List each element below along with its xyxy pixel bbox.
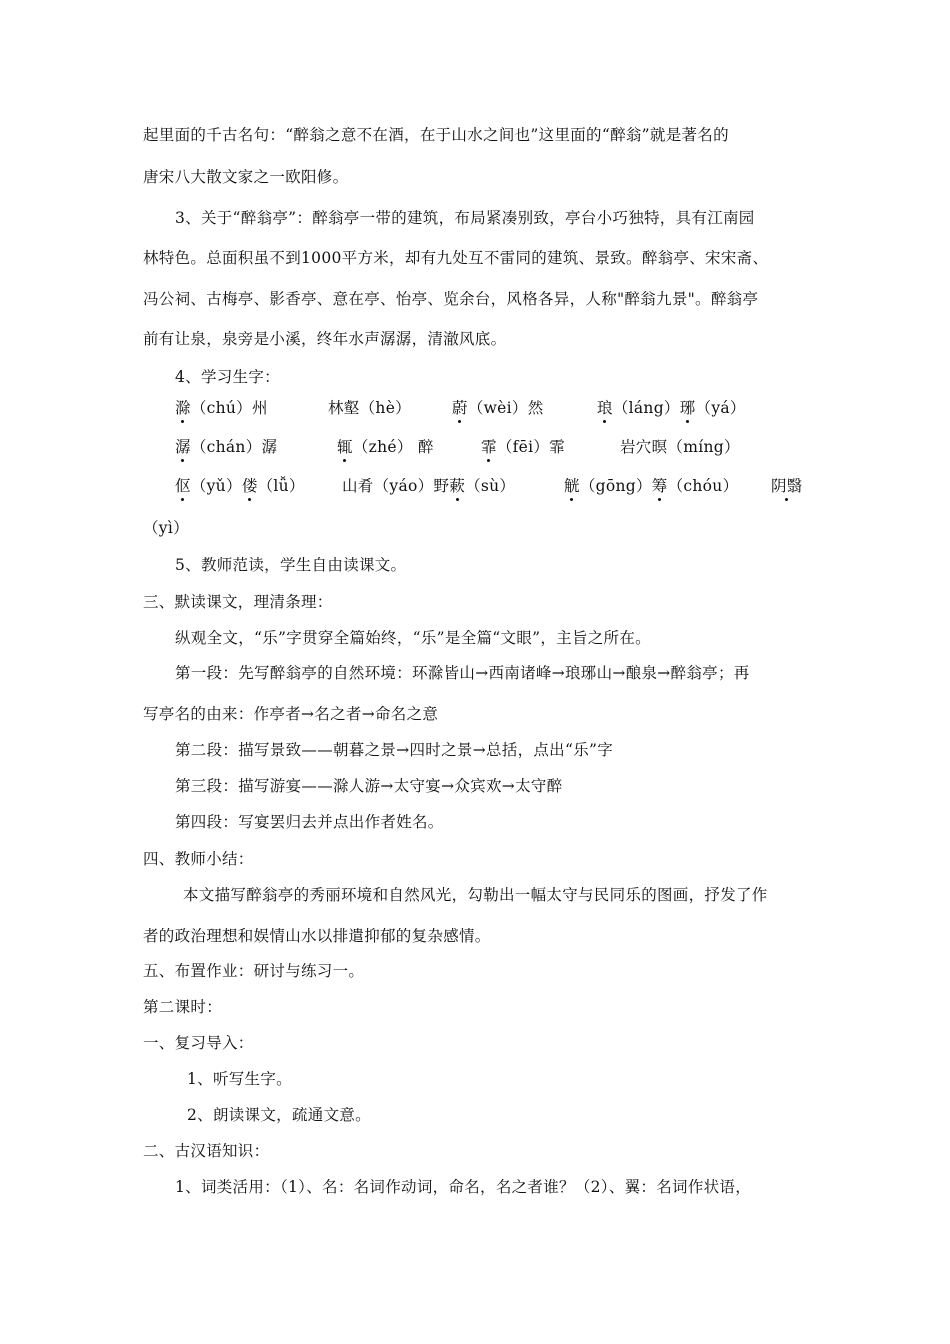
vocab-pinyin: （yǔ） [190, 477, 242, 495]
paragraph-line: 第一段：先写醉翁亭的自然环境：环滁皆山→西南诸峰→琅琊山→酿泉→醉翁亭；再 [175, 664, 750, 682]
vocab-char: 偻 [241, 477, 258, 495]
vocab-item [342, 476, 515, 496]
vocab-pinyin: （fēi）霏 [496, 438, 565, 456]
vocab-char [328, 399, 360, 417]
vocab-char: 阴翳 [771, 477, 803, 495]
paragraph-line: 第三段：描写游宴——滁人游→太守宴→众宾欢→太守醉 [175, 777, 563, 795]
paragraph-line: 冯公祠、古梅亭、影香亭、意在亭、怡亭、览余台，风格各异，人称"醉翁九景"。醉翁亭 [143, 290, 759, 308]
paragraph-line: 前有让泉，泉旁是小溪，终年水声潺潺，清澈风底。 [143, 330, 507, 348]
vocab-char: 琅 [597, 399, 613, 417]
section-heading: 一、复习导入： [143, 1034, 254, 1052]
vocab-item [481, 437, 565, 457]
paragraph-line: 者的政治理想和娱情山水以排遣抑郁的复杂感情。 [143, 927, 491, 945]
paragraph-line: 1、词类活用：（1）、名：名词作动词，命名，名之者谁？（2）、翼：名词作状语， [175, 1178, 752, 1196]
vocab-item [564, 476, 738, 496]
vocab-pinyin: （yá） [695, 399, 746, 417]
vocab-pinyin: （láng） [612, 399, 680, 417]
vocab-pinyin: （hè） [359, 399, 411, 417]
vocab-char: 蔌 [449, 477, 466, 495]
paragraph-line: 第四段：写宴罢归去并点出作者姓名。 [175, 813, 444, 831]
vocab-char: 霏 [481, 438, 497, 456]
vocab-item [175, 476, 305, 496]
vocab-item [175, 437, 277, 457]
paragraph-line: 1、听写生字。 [187, 1070, 292, 1088]
vocab-char: 觥 [564, 477, 580, 495]
vocab-char: 琊 [679, 399, 696, 417]
section-heading: 五、布置作业：研讨与练习一。 [143, 962, 365, 980]
paragraph-line: 写亭名的由来：作亭者→名之者→命名之意 [143, 705, 439, 723]
section-heading: 三、默读课文，理清条理： [143, 593, 333, 611]
vocab-item [771, 476, 803, 496]
paragraph-line: 唐宋八大散文家之一欧阳修。 [143, 168, 349, 186]
vocab-pinyin: （lǚ） [257, 477, 305, 495]
vocab-item [175, 398, 268, 418]
vocab-item [620, 437, 740, 457]
paragraph-line: 纵观全文，“乐”字贯穿全篇始终，“乐”是全篇“文眼”，主旨之所在。 [175, 629, 651, 647]
vocab-char: 滁 [175, 399, 191, 417]
vocab-char-text: 林壑 [328, 399, 360, 417]
vocab-char: 岩穴暝 [620, 438, 668, 456]
vocab-pinyin: （míng） [667, 438, 740, 456]
paragraph-line: 3、关于“醉翁亭”：醉翁亭一带的建筑，布局紧凑别致，亭台小巧独特，具有江南园 [175, 209, 755, 227]
vocab-item [452, 398, 544, 418]
vocab-pinyin: （chú）州 [190, 399, 268, 417]
paragraph-line: 起里面的千古名句：“醉翁之意不在酒，在于山水之间也”这里面的“醉翁”就是著名的 [143, 126, 729, 144]
vocab-pinyin: （chán）潺 [190, 438, 278, 456]
paragraph-line: 2、朗读课文，疏通文意。 [187, 1106, 371, 1124]
vocab-item [597, 398, 746, 418]
vocab-item [328, 398, 411, 418]
vocab-pinyin: （gōng） [579, 477, 652, 495]
paragraph-line: 第二段：描写景致——朝暮之景→四时之景→总括，点出“乐”字 [175, 741, 614, 759]
section-heading: 四、教师小结： [143, 850, 254, 868]
vocab-char: 山肴 [342, 477, 374, 495]
paragraph-line: 林特色。总面积虽不到1000平方米，却有九处互不雷同的建筑、景致。醉翁亭、宋宋斋、 [143, 249, 769, 267]
paragraph-line: 本文描写醉翁亭的秀丽环境和自然风光，勾勒出一幅太守与民同乐的图画，抒发了作 [183, 886, 768, 904]
vocab-pinyin: （wèi）然 [467, 399, 544, 417]
vocab-pinyin: （chóu） [667, 477, 739, 495]
vocab-pinyin: （yáo）野 [373, 477, 450, 495]
paragraph-line: 5、教师范读，学生自由读课文。 [175, 556, 407, 574]
vocab-char: 辄 [337, 438, 353, 456]
section-heading: 4、学习生字： [175, 368, 280, 386]
vocab-pinyin: （yì） [143, 519, 189, 537]
vocab-char: 筹 [651, 477, 668, 495]
vocab-pinyin: （sù） [465, 477, 516, 495]
vocab-char: 潺 [175, 438, 191, 456]
section-heading: 二、古汉语知识： [143, 1142, 270, 1160]
vocab-item [337, 437, 434, 457]
vocab-char: 伛 [175, 477, 191, 495]
vocab-pinyin: （zhé） 醉 [352, 438, 434, 456]
vocab-char: 蔚 [452, 399, 468, 417]
section-heading: 第二课时： [143, 998, 223, 1016]
